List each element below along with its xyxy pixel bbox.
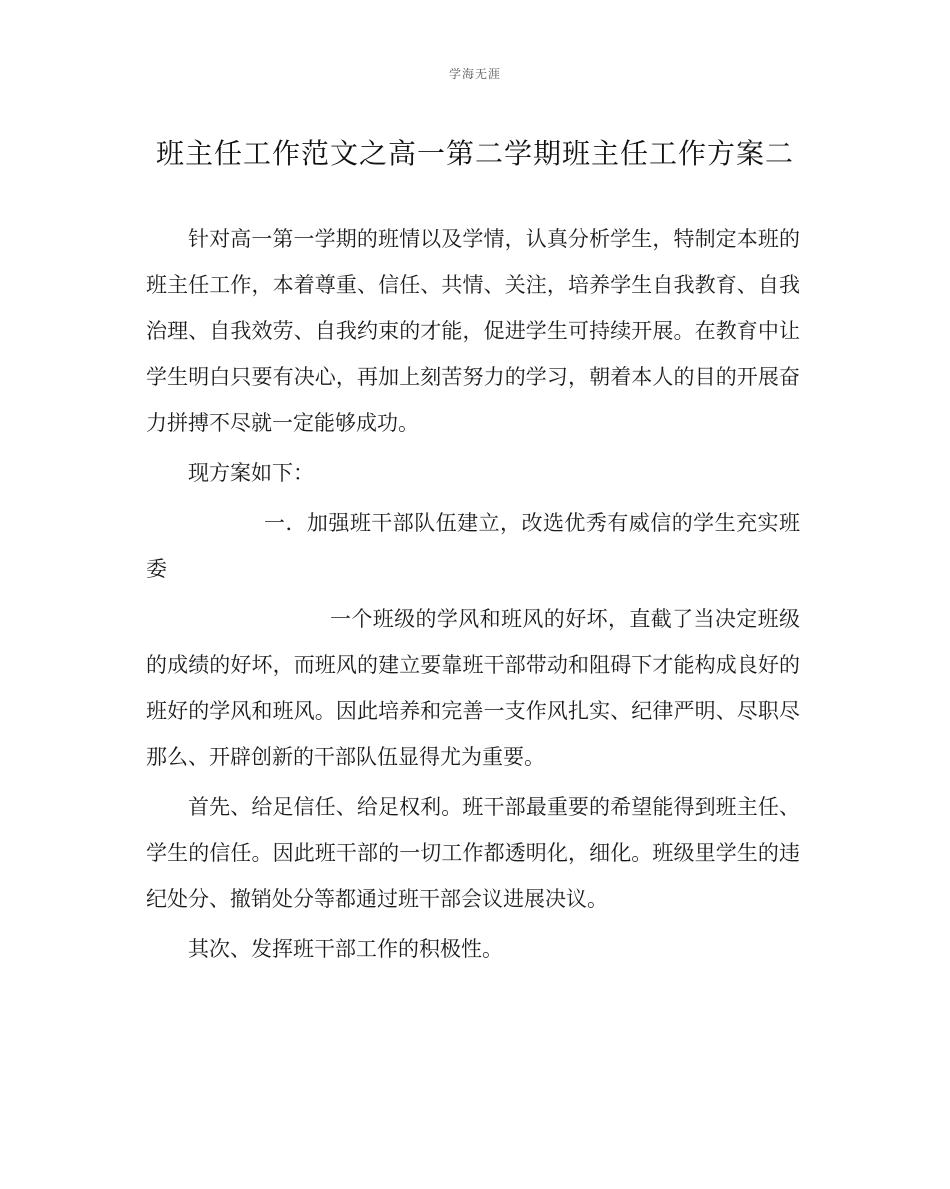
document-body — [146, 216, 800, 976]
section1-paragraph-1: 一个班级的学风和班风的好坏，直截了当决定班级的成绩的好坏，而班风的建立要靠班干部带动和阻碍下才能构成良好的班好的学风和班风。因此培养和完善一支作风扎实、纪律严明、尽职尽那么、开辟创新的干部队伍显得尤为重要。 — [146, 607, 800, 769]
section1-paragraph-2: 首先、给足信任、给足权利。班干部最重要的希望能得到班主任、学生的信任。因此班干部的一切工作都透明化，细化。班级里学生的违纪处分、撤销处分等都通过班干部会议进展决议。 — [146, 795, 800, 911]
section-heading-1: 一．加强班干部队伍建立，改选优秀有威信的学生充实班委 — [146, 511, 800, 581]
document-title: 班主任工作范文之高一第二学期班主任工作方案二 — [155, 137, 794, 170]
page-header: 学海无涯 — [448, 67, 501, 81]
intro-paragraph: 针对高一第一学期的班情以及学情，认真分析学生，特制定本班的班主任工作，本着尊重、信任、共情、关注，培养学生自我教育、自我治理、自我效劳、自我约束的才能，促进学生可持续开展。在教育中让学生明白只要有决心，再加上刻苦努力的学习，朝着本人的目的开展奋力拼搏不尽就一定能够成功。 — [146, 227, 800, 435]
plan-intro-paragraph: 现方案如下： — [188, 461, 314, 485]
section1-paragraph-3: 其次、发挥班干部工作的积极性。 — [188, 937, 503, 961]
